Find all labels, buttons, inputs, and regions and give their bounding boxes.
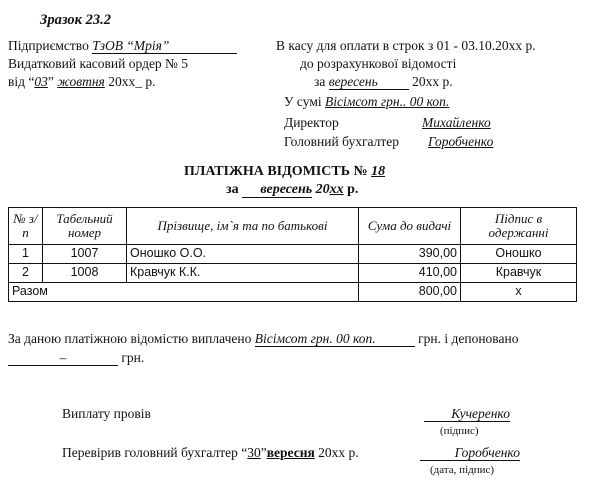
sample-title: Зразок 23.2 bbox=[40, 12, 111, 28]
row-amount: 390,00 bbox=[359, 245, 461, 264]
sum-prefix: У сумі bbox=[284, 94, 325, 109]
statement-sub-suffix: р. bbox=[343, 182, 359, 197]
header-amount: Сума до видачі bbox=[359, 208, 461, 245]
director-value: Михайленко bbox=[422, 115, 491, 130]
payout-label: Виплату провів bbox=[62, 406, 151, 421]
table-row bbox=[9, 245, 577, 264]
checked-month: вересня bbox=[266, 445, 315, 460]
row-tab-number: 1007 bbox=[43, 245, 127, 264]
cash-line-1: В касу для оплати в строк з 01 - 03.10.20хх р. bbox=[276, 38, 536, 53]
paid-suffix: грн. і депоновано bbox=[414, 331, 519, 346]
sum-line bbox=[284, 95, 449, 109]
total-sign: х bbox=[461, 283, 577, 302]
header-number: № з/п bbox=[9, 208, 43, 245]
statement-sub-year-pre: 20 bbox=[312, 182, 330, 197]
row-amount: 410,00 bbox=[359, 264, 461, 283]
checked-name: Горобченко bbox=[420, 446, 520, 461]
statement-sub-prefix: за bbox=[226, 182, 243, 197]
row-full-name: Кравчук К.К. bbox=[127, 264, 359, 283]
row-signature: Оношко bbox=[461, 245, 577, 264]
paid-line bbox=[8, 332, 518, 347]
enterprise-label: Підприємство bbox=[8, 38, 89, 53]
statement-subtitle bbox=[226, 183, 358, 198]
row-number: 1 bbox=[9, 245, 43, 264]
date-day: 03 bbox=[34, 74, 48, 89]
statement-title-prefix: ПЛАТІЖНА ВІДОМІСТЬ № bbox=[184, 164, 372, 179]
enterprise-value: ТзОВ “Мрія” bbox=[92, 39, 237, 54]
accountant-label: Головний бухгалтер bbox=[284, 134, 399, 149]
table-row bbox=[9, 264, 577, 283]
checked-mid: ” bbox=[260, 445, 267, 460]
deposited-line bbox=[8, 351, 144, 366]
period-suffix: 20хх р. bbox=[408, 74, 453, 89]
date-year: 20хх_ р. bbox=[104, 74, 156, 89]
checked-caption: (дата, підпис) bbox=[430, 464, 495, 476]
total-label: Разом bbox=[9, 283, 359, 302]
date-prefix: від “ bbox=[8, 74, 35, 89]
statement-title bbox=[184, 165, 385, 179]
date-month: жовтня bbox=[57, 74, 105, 89]
period-line bbox=[314, 75, 453, 90]
checked-day: 30 bbox=[247, 445, 261, 460]
accountant-value: Горобченко bbox=[428, 134, 494, 149]
order-label: Видатковий касовий ордер № 5 bbox=[8, 56, 189, 71]
statement-number: 18 bbox=[371, 164, 386, 179]
header-full-name: Прізвище, ім`я та по батькові bbox=[127, 208, 359, 245]
order-date bbox=[8, 75, 155, 89]
row-number: 2 bbox=[9, 264, 43, 283]
period-prefix: за bbox=[314, 74, 329, 89]
row-tab-number: 1008 bbox=[43, 264, 127, 283]
checked-prefix: Перевірив головний бухгалтер “ bbox=[62, 445, 248, 460]
total-amount: 800,00 bbox=[359, 283, 461, 302]
date-mid: ” bbox=[47, 74, 58, 89]
row-signature: Кравчук bbox=[461, 264, 577, 283]
period-month: вересень bbox=[329, 75, 409, 90]
cash-line-2: до розрахункової відомості bbox=[300, 56, 457, 71]
paid-prefix: За даною платіжною відомістю виплачено bbox=[8, 331, 255, 346]
sum-value: Вісімсот грн.. 00 коп. bbox=[325, 94, 450, 109]
header-signature: Підпис в одержанні bbox=[461, 208, 577, 245]
table-header-row bbox=[9, 208, 577, 245]
payroll-table bbox=[8, 207, 577, 302]
checked-line bbox=[62, 446, 359, 460]
statement-sub-year-xx: хх bbox=[329, 182, 344, 197]
director-label: Директор bbox=[284, 115, 339, 130]
row-full-name: Оношко О.О. bbox=[127, 245, 359, 264]
paid-value: Вісімсот грн. 00 коп. bbox=[255, 332, 415, 347]
enterprise-line bbox=[8, 39, 237, 54]
statement-sub-month: вересень bbox=[242, 183, 312, 198]
table-total-row bbox=[9, 283, 577, 302]
deposited-suffix: грн. bbox=[118, 350, 145, 365]
payout-caption: (підпис) bbox=[440, 425, 479, 437]
header-tab-number: Табельний номер bbox=[43, 208, 127, 245]
payout-name: Кучеренко bbox=[424, 407, 510, 422]
checked-year: 20хх р. bbox=[314, 445, 359, 460]
deposited-value: – bbox=[8, 351, 118, 366]
